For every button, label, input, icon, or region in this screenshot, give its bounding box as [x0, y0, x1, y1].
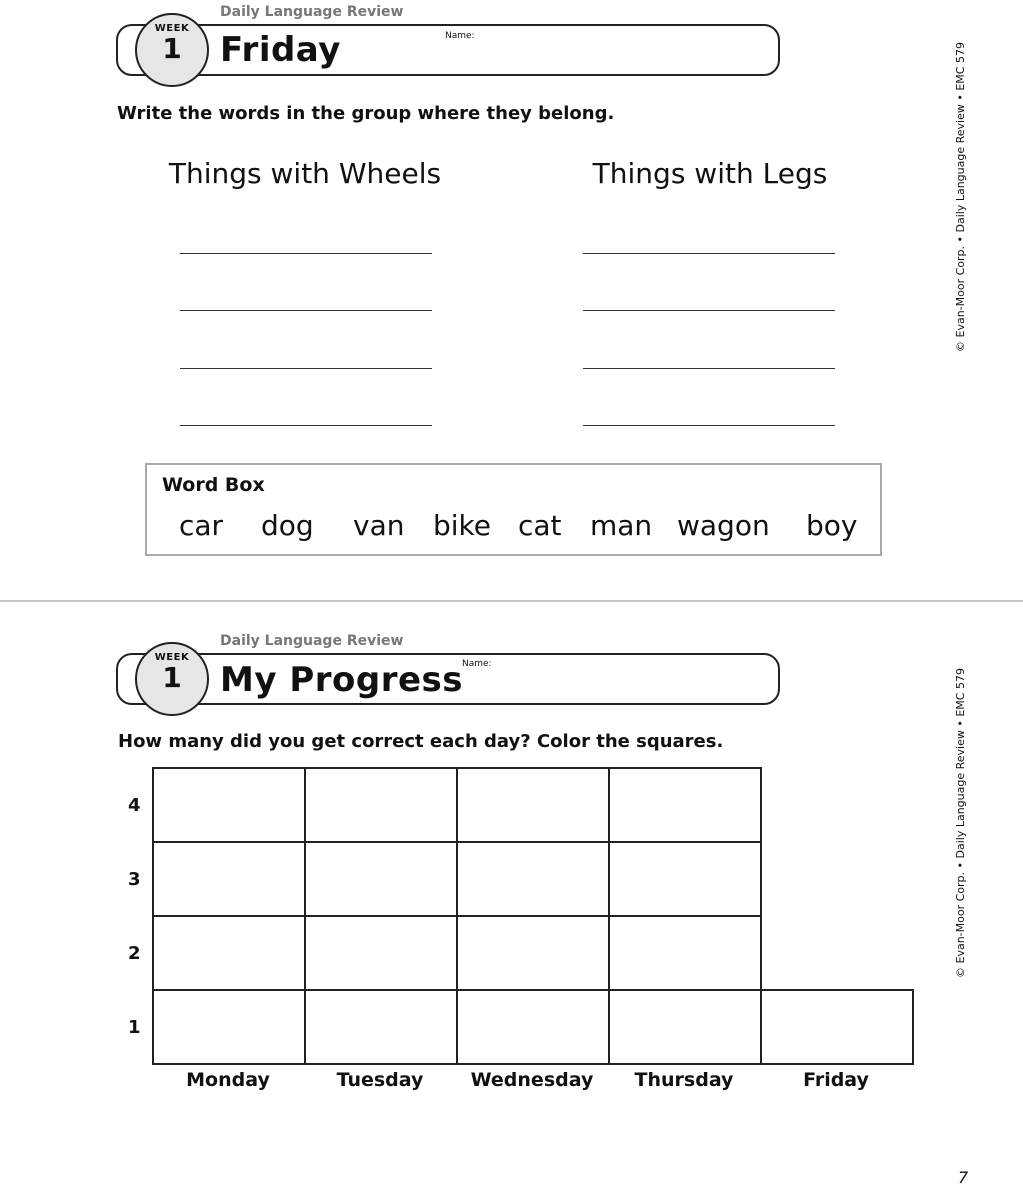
- week-label: WEEK: [154, 652, 190, 663]
- week-badge: [135, 642, 209, 716]
- word-box-title: Word Box: [162, 474, 265, 496]
- column-title-wheels: Things with Wheels: [168, 157, 442, 190]
- instruction: How many did you get correct each day? Color the squares.: [118, 731, 724, 752]
- progress-square[interactable]: [456, 767, 610, 843]
- progress-square[interactable]: [304, 841, 458, 917]
- day-label: Wednesday: [470, 1069, 594, 1091]
- week-label: WEEK: [154, 23, 190, 34]
- answer-line[interactable]: [583, 310, 835, 311]
- progress-square[interactable]: [456, 915, 610, 991]
- answer-line[interactable]: [180, 368, 432, 369]
- name-label: Name:: [445, 31, 475, 41]
- word-item: wagon: [677, 509, 770, 542]
- day-label: Friday: [803, 1069, 869, 1091]
- progress-square[interactable]: [760, 989, 914, 1065]
- progress-square[interactable]: [456, 841, 610, 917]
- progress-square[interactable]: [304, 767, 458, 843]
- row-number-label: 4: [128, 795, 141, 816]
- answer-line[interactable]: [180, 253, 432, 254]
- day-label: Monday: [186, 1069, 270, 1091]
- word-item: dog: [261, 509, 314, 542]
- series-title: Daily Language Review: [220, 633, 404, 649]
- progress-square[interactable]: [152, 915, 306, 991]
- answer-line[interactable]: [583, 253, 835, 254]
- instruction: Write the words in the group where they belong.: [117, 103, 615, 124]
- answer-line[interactable]: [583, 425, 835, 426]
- row-number-label: 3: [128, 869, 141, 890]
- name-label: Name:: [462, 659, 492, 669]
- page-title: My Progress: [220, 660, 464, 700]
- progress-square[interactable]: [608, 989, 762, 1065]
- progress-square[interactable]: [152, 989, 306, 1065]
- day-label: Thursday: [634, 1069, 734, 1091]
- word-item: bike: [433, 509, 491, 542]
- week-number: 1: [162, 32, 182, 65]
- row-number-label: 1: [128, 1017, 141, 1038]
- progress-square[interactable]: [608, 915, 762, 991]
- word-item: car: [179, 509, 224, 542]
- progress-square[interactable]: [152, 841, 306, 917]
- page-title: Friday: [220, 30, 341, 70]
- column-title-legs: Things with Legs: [592, 157, 828, 190]
- answer-line[interactable]: [180, 310, 432, 311]
- row-number-label: 2: [128, 943, 141, 964]
- progress-square[interactable]: [456, 989, 610, 1065]
- progress-square[interactable]: [304, 915, 458, 991]
- word-item: cat: [518, 509, 562, 542]
- progress-square[interactable]: [608, 767, 762, 843]
- week-badge: [135, 13, 209, 87]
- day-label: Tuesday: [336, 1069, 424, 1091]
- side-credit-bottom: © Evan-Moor Corp. • Daily Language Review • EMC 579: [954, 668, 967, 978]
- word-item: man: [590, 509, 653, 542]
- answer-line[interactable]: [180, 425, 432, 426]
- side-credit-top: © Evan-Moor Corp. • Daily Language Review • EMC 579: [954, 42, 967, 352]
- section-divider: [0, 600, 1023, 602]
- answer-line[interactable]: [583, 368, 835, 369]
- progress-square[interactable]: [152, 767, 306, 843]
- progress-square[interactable]: [608, 841, 762, 917]
- word-item: boy: [806, 509, 858, 542]
- week-number: 1: [162, 661, 182, 694]
- word-item: van: [353, 509, 405, 542]
- page-number: 7: [958, 1168, 969, 1187]
- series-title: Daily Language Review: [220, 4, 404, 20]
- progress-square[interactable]: [304, 989, 458, 1065]
